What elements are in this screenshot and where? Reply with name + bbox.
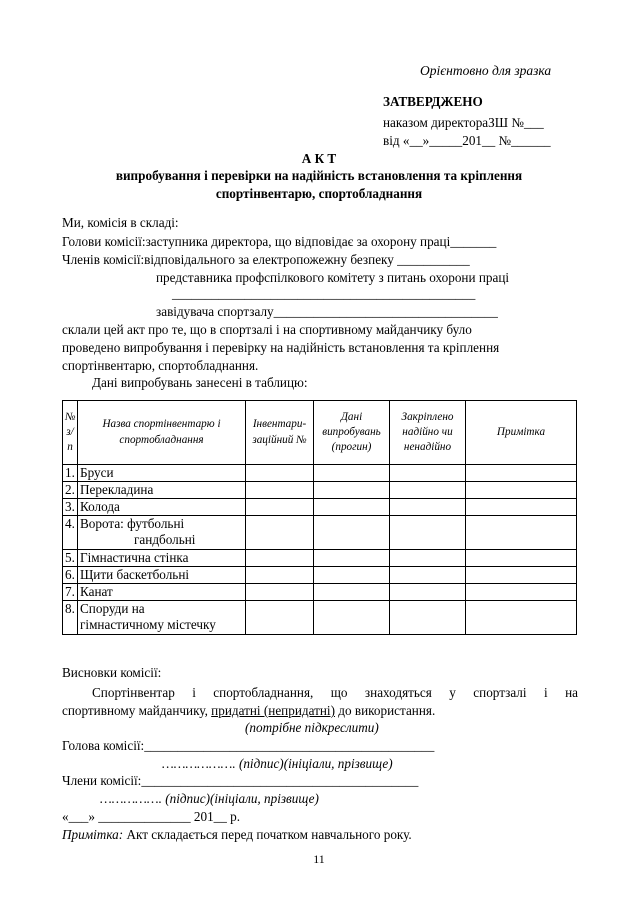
date-field: «___» ______________ 201__ р. <box>62 809 241 824</box>
table-row: 1. Бруси <box>63 465 577 482</box>
col-inventory: Інвентари-заційний № <box>246 401 314 465</box>
row-name-line-2: гімнастичному містечку <box>80 617 216 632</box>
table-row: 2. Перекладина <box>63 482 577 499</box>
row-name-line-1: Споруди на <box>80 601 145 616</box>
act-subtitle-2: спортінвентарю, спортобладнання <box>215 186 423 201</box>
commission-head: Голови комісії:заступника директора, що відповідає за охорону праці_______ <box>62 234 497 249</box>
conclusion-line-1: Спортінвентар і спортобладнання, що знаходяться у спортзалі і на <box>92 685 578 700</box>
members-signature-caption: ……………. (підпис)(ініціали, прізвище) <box>100 791 319 806</box>
conclusion-line-2: спортивному майданчику, придатні (непридатні) до використання. <box>62 703 436 718</box>
commission-intro: Ми, комісія в складі: <box>62 215 179 230</box>
commission-blank-line: ______________________________________________ <box>172 286 476 301</box>
row-name-line-1: Ворота: футбольні <box>80 516 185 531</box>
members-signature-line: Члени комісії:__________________________________________ <box>62 773 419 788</box>
act-title: А К Т <box>301 151 337 166</box>
act-text-1: склали цей акт про те, що в спортзалі і на спортивному майданчику було <box>62 322 472 337</box>
date-line: від «__»_____201__ №______ <box>383 133 551 148</box>
col-secured: Закріплено надійно чи ненадійно <box>390 401 466 465</box>
test-results-table <box>62 400 577 635</box>
act-text-3: спортінвентарю, спортобладнання. <box>62 358 259 373</box>
conclusion-title: Висновки комісії: <box>62 665 162 680</box>
row-name-line-2: гандбольні <box>134 532 196 547</box>
table-intro: Дані випробувань занесені в таблицю: <box>92 375 308 390</box>
approved-label: ЗАТВЕРДЖЕНО <box>383 94 483 109</box>
sample-note: Орієнтовно для зразка <box>420 63 552 78</box>
table-row: 4. Ворота: футбольні гандбольні <box>63 516 577 550</box>
commission-gym: завідувача спортзалу__________________________________ <box>156 304 498 319</box>
page-number: 11 <box>313 852 325 866</box>
table-row: 6. Щити баскетбольні <box>63 567 577 584</box>
order-line: наказом директораЗШ №___ <box>383 115 544 130</box>
head-signature-line: Голова комісії:____________________________________________ <box>62 738 435 753</box>
col-test-data: Дані випробувань (прогин) <box>314 401 390 465</box>
head-signature-caption: ………………. (підпис)(ініціали, прізвище) <box>162 756 393 771</box>
commission-union: представника профспілкового комітету з питань охорони праці <box>156 270 510 285</box>
table-header-row <box>63 401 577 465</box>
table-row: 5. Гімнастична стінка <box>63 550 577 567</box>
underline-hint: (потрібне підкреслити) <box>245 720 379 735</box>
note-line: Примітка: Акт складається перед початком навчального року. <box>62 827 412 842</box>
commission-members: Членів комісії:відповідального за електропожежну безпеку ___________ <box>62 252 470 267</box>
table-row: 8. Споруди на гімнастичному містечку <box>63 601 577 635</box>
table-row: 3. Колода <box>63 499 577 516</box>
table-row: 7. Канат <box>63 584 577 601</box>
col-num: № з/п <box>63 401 78 465</box>
col-name: Назва спортінвентарю і спортобладнання <box>78 401 246 465</box>
suitability-choice: придатні (непридатні) <box>211 703 335 718</box>
act-subtitle-1: випробування і перевірки на надійність встановлення та кріплення <box>115 168 523 183</box>
act-text-2: проведено випробування і перевірку на надійність встановлення та кріплення <box>62 340 500 355</box>
col-note: Примітка <box>466 401 577 465</box>
